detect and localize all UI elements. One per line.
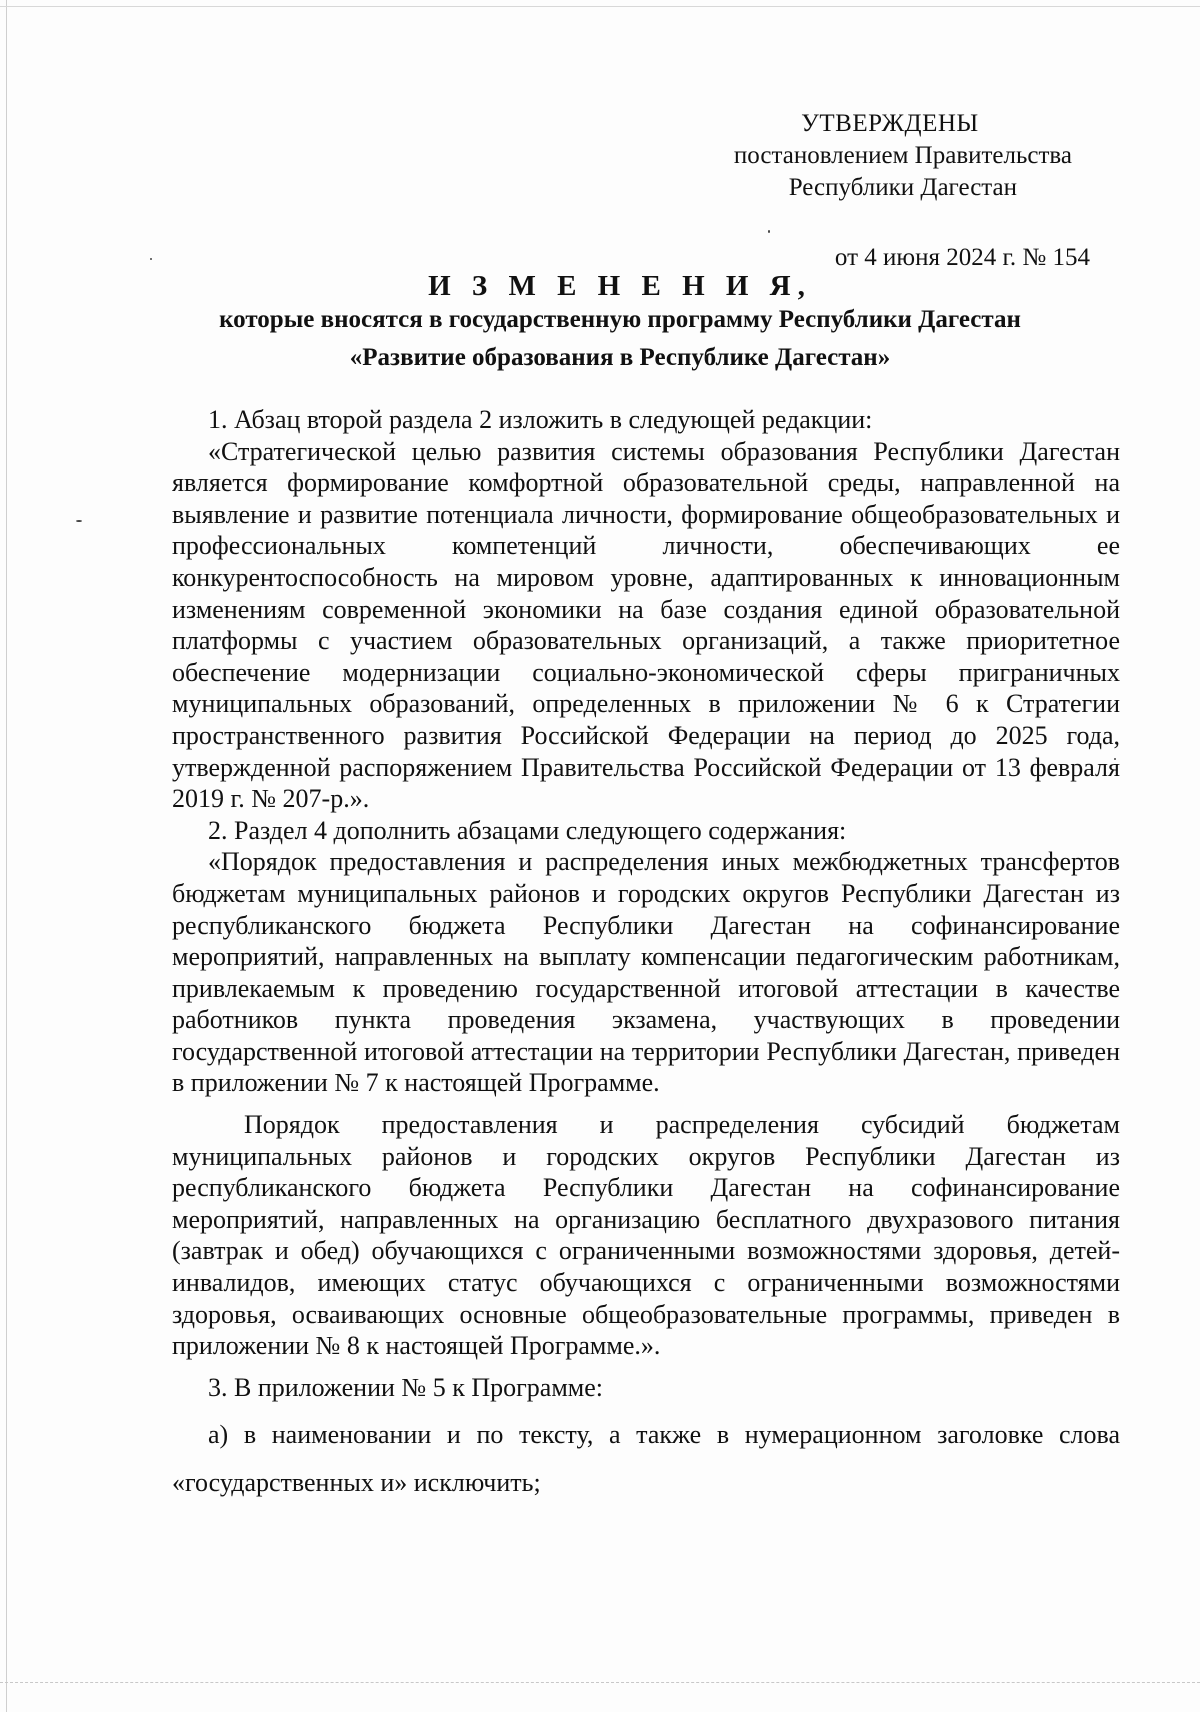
document-body xyxy=(172,404,1120,1507)
paragraph-item-3: 3. В приложении № 5 к Программе: xyxy=(208,1372,603,1402)
approval-block xyxy=(734,108,1072,204)
scan-speck xyxy=(150,258,152,260)
scan-edge xyxy=(6,0,7,1712)
paragraph-quote-1: «Стратегической целью развития системы образования Республики Дагестан является формирование комфортной образовательной среды, направленной на выявление и развитие потенциала личности, формирование общеобразовательных и профессиональных компетенций личности, обеспечивающих ее конкурентоспособность на мировом уровне, адаптированных к инновационным изменениям современной экономики на базе создания единой образовательной платформы с участием образовательных организаций, а также приоритетное обеспечение модернизации социально-экономической сферы приграничных муниципальных образований, определенных в приложении № 6 к Стратегии пространственного развития Российской Федерации на период до 2025 года, утвержденной распоряжением Правительства Российской Федерации от 13 февраля 2019 г. № 207-р.». xyxy=(172,436,1120,814)
paragraph-subitem-a: а) в наименовании и по тексту, а также в нумерационном заголовке слова «государственных и» исключить; xyxy=(172,1420,1120,1498)
paragraph-item-1: 1. Абзац второй раздела 2 изложить в следующей редакции: xyxy=(208,405,873,434)
paragraph-item-2: 2. Раздел 4 дополнить абзацами следующего содержания: xyxy=(208,815,847,845)
paragraph-quote-2: «Порядок предоставления и распределения иных межбюджетных трансфертов бюджетам муниципальных районов и городских округов Республики Дагестан из республиканского бюджета Республики Дагестан на софинансирование мероприятий, направленных на выплату компенсации педагогическим работникам, привлекаемым к проведению государственной итоговой аттестации в качестве работников пункта проведения экзамена, участвующих в проведении государственной итоговой аттестации на территории Республики Дагестан, приведен в приложении № 7 к настоящей Программе. xyxy=(172,847,1120,1098)
approval-authority: постановлением Правительства xyxy=(733,142,1072,169)
document-subtitle-line2: «Развитие образования в Республике Дагестан» xyxy=(349,344,891,371)
scan-edge xyxy=(0,6,1200,7)
approval-date: от 4 июня 2024 г. № 154 xyxy=(834,244,1090,271)
scan-speck xyxy=(76,520,82,522)
document-title: И З М Е Н Е Н И Я, xyxy=(428,270,812,302)
paragraph-quote-3: Порядок предоставления и распределения субсидий бюджетам муниципальных районов и городских округов Республики Дагестан из республиканского бюджета Республики Дагестан на софинансирование мероприятий, направленных на организацию бесплатного двухразового питания (завтрак и обед) обучающихся с ограниченными возможностями здоровья, детей-инвалидов, имеющих статус обучающихся с ограниченными возможностями здоровья, осваивающих основные общеобразовательные программы, приведен в приложении № 8 к настоящей Программе.». xyxy=(172,1110,1120,1361)
document-subtitle-line1: которые вносятся в государственную программу Республики Дагестан xyxy=(219,306,1021,333)
approval-heading: УТВЕРЖДЕНЫ xyxy=(801,110,979,137)
scan-speck xyxy=(768,230,770,233)
approval-region: Республики Дагестан xyxy=(788,174,1017,201)
scan-edge xyxy=(0,1682,1200,1684)
